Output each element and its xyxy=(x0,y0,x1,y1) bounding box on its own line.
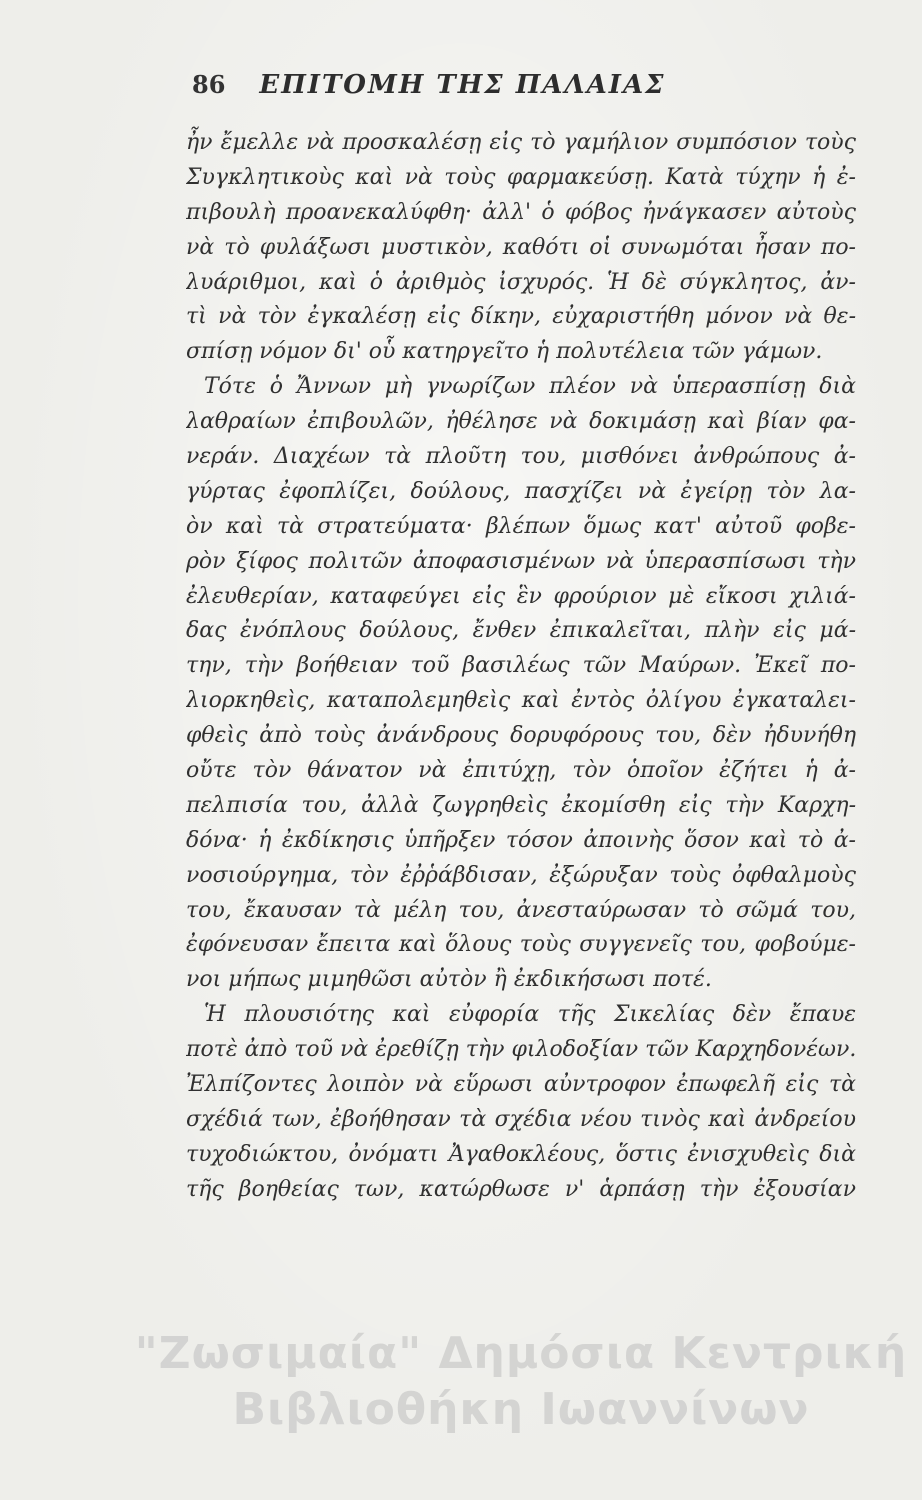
text-line: νοι μήπως μιμηθῶσι αὐτὸν ἢ ἐκδικήσωσι ποτέ. xyxy=(186,967,712,993)
text-line: φθεὶς ἀπὸ τοὺς ἀνάνδρους δορυφόρους του, δὲν ἠδυνήθη xyxy=(186,723,856,749)
text-line: ἐφόνευσαν ἔπειτα καὶ ὅλους τοὺς συγγενεῖς του, φοβούμε- xyxy=(186,932,856,958)
page-number: 86 xyxy=(192,70,226,99)
text-line: ρὸν ξίφος πολιτῶν ἀποφασισμένων νὰ ὑπερασπίσωσι τὴν xyxy=(186,548,856,574)
text-line: σχέδιά των, ἐβοήθησαν τὰ σχέδια νέου τινὸς καὶ ἀνδρείου xyxy=(186,1106,856,1132)
library-watermark-line2: Βιβλιοθήκη Ιωαννίνων xyxy=(232,1384,810,1435)
page-header xyxy=(192,70,812,114)
text-line: ἐλευθερίαν, καταφεύγει εἰς ἓν φρούριον μὲ εἴκοσι χιλιά- xyxy=(186,583,856,609)
text-line: του, ἔκαυσαν τὰ μέλη του, ἀνεσταύρωσαν τὸ σῶμά του, xyxy=(186,897,856,923)
text-line: την, τὴν βοήθειαν τοῦ βασιλέως τῶν Μαύρων. Ἐκεῖ πο- xyxy=(186,653,856,679)
text-line: δόνα· ἡ ἐκδίκησις ὑπῆρξεν τόσον ἀποινὴς ὅσον καὶ τὸ ἀ- xyxy=(186,827,856,853)
text-line: πιβουλὴ προανεκαλύφθη· ἀλλ' ὁ φόβος ἠνάγκασεν αὐτοὺς xyxy=(186,199,856,225)
library-watermark-line1: "Ζωσιμαία" Δημόσια Κεντρική xyxy=(134,1328,908,1379)
paragraph-first-line: Τότε ὁ Ἄννων μὴ γνωρίζων πλέον νὰ ὑπερασπίσῃ διὰ xyxy=(204,374,856,400)
text-line: Συγκλητικοὺς καὶ νὰ τοὺς φαρμακεύσῃ. Κατὰ τύχην ἡ ἐ- xyxy=(186,164,856,190)
text-line: νοσιούργημα, τὸν ἐῤῥάβδισαν, ἐξώρυξαν τοὺς ὀφθαλμοὺς xyxy=(186,862,856,888)
text-line: ποτὲ ἀπὸ τοῦ νὰ ἐρεθίζῃ τὴν φιλοδοξίαν τῶν Καρχηδονέων. xyxy=(186,1037,856,1063)
text-line: οὔτε τὸν θάνατον νὰ ἐπιτύχῃ, τὸν ὁποῖον ἐζήτει ἡ ἀ- xyxy=(186,758,856,784)
text-line: νὰ τὸ φυλάξωσι μυστικὸν, καθότι οἱ συνωμόται ἦσαν πο- xyxy=(186,234,856,260)
text-line: λαθραίων ἐπιβουλῶν, ἠθέλησε νὰ δοκιμάσῃ καὶ βίαν φα- xyxy=(186,409,856,435)
text-line: νεράν. Διαχέων τὰ πλοῦτη του, μισθόνει ἀνθρώπους ἀ- xyxy=(186,444,856,470)
text-line: σπίσῃ νόμον δι' οὗ κατηργεῖτο ἡ πολυτέλεια τῶν γάμων. xyxy=(186,339,823,365)
text-line: ἦν ἔμελλε νὰ προσκαλέσῃ εἰς τὸ γαμήλιον συμπόσιον τοὺς xyxy=(186,130,856,155)
text-line: πελπισία του, ἀλλὰ ζωγρηθεὶς ἐκομίσθη εἰς τὴν Καρχη- xyxy=(186,792,856,818)
text-line: ὸν καὶ τὰ στρατεύματα· βλέπων ὅμως κατ' αὐτοῦ φοβε- xyxy=(186,513,856,539)
running-head: ΕΠΙΤΟΜΗ ΤΗΣ ΠΑΛΑΙΑΣ xyxy=(259,70,666,100)
body-text xyxy=(186,126,856,1208)
text-line: λιορκηθεὶς, καταπολεμηθεὶς καὶ ἐντὸς ὀλίγου ἐγκαταλει- xyxy=(186,688,856,714)
text-line: τυχοδιώκτου, ὀνόματι Ἀγαθοκλέους, ὅστις ἐνισχυθεὶς διὰ xyxy=(186,1141,856,1167)
text-line: Ἐλπίζοντες λοιπὸν νὰ εὕρωσι αὐντροφον ἐπωφελῆ εἰς τὰ xyxy=(186,1072,856,1098)
text-line: λυάριθμοι, καὶ ὁ ἀριθμὸς ἰσχυρός. Ἡ δὲ σύγκλητος, ἀν- xyxy=(186,269,856,295)
text-line: τῆς βοηθείας των, κατώρθωσε ν' ἁρπάσῃ τὴν ἐξουσίαν xyxy=(186,1176,856,1202)
text-line: γύρτας ἐφοπλίζει, δούλους, πασχίζει νὰ ἐγείρῃ τὸν λα- xyxy=(186,478,856,504)
text-line: τὶ νὰ τὸν ἐγκαλέσῃ εἰς δίκην, εὐχαριστήθη μόνον νὰ θε- xyxy=(186,304,856,330)
paragraph-first-line: Ἡ πλουσιότης καὶ εὐφορία τῆς Σικελίας δὲν ἔπαυε xyxy=(204,1002,856,1028)
text-line: δας ἐνόπλους δούλους, ἔνθεν ἐπικαλεῖται, πλὴν εἰς μά- xyxy=(186,618,856,644)
